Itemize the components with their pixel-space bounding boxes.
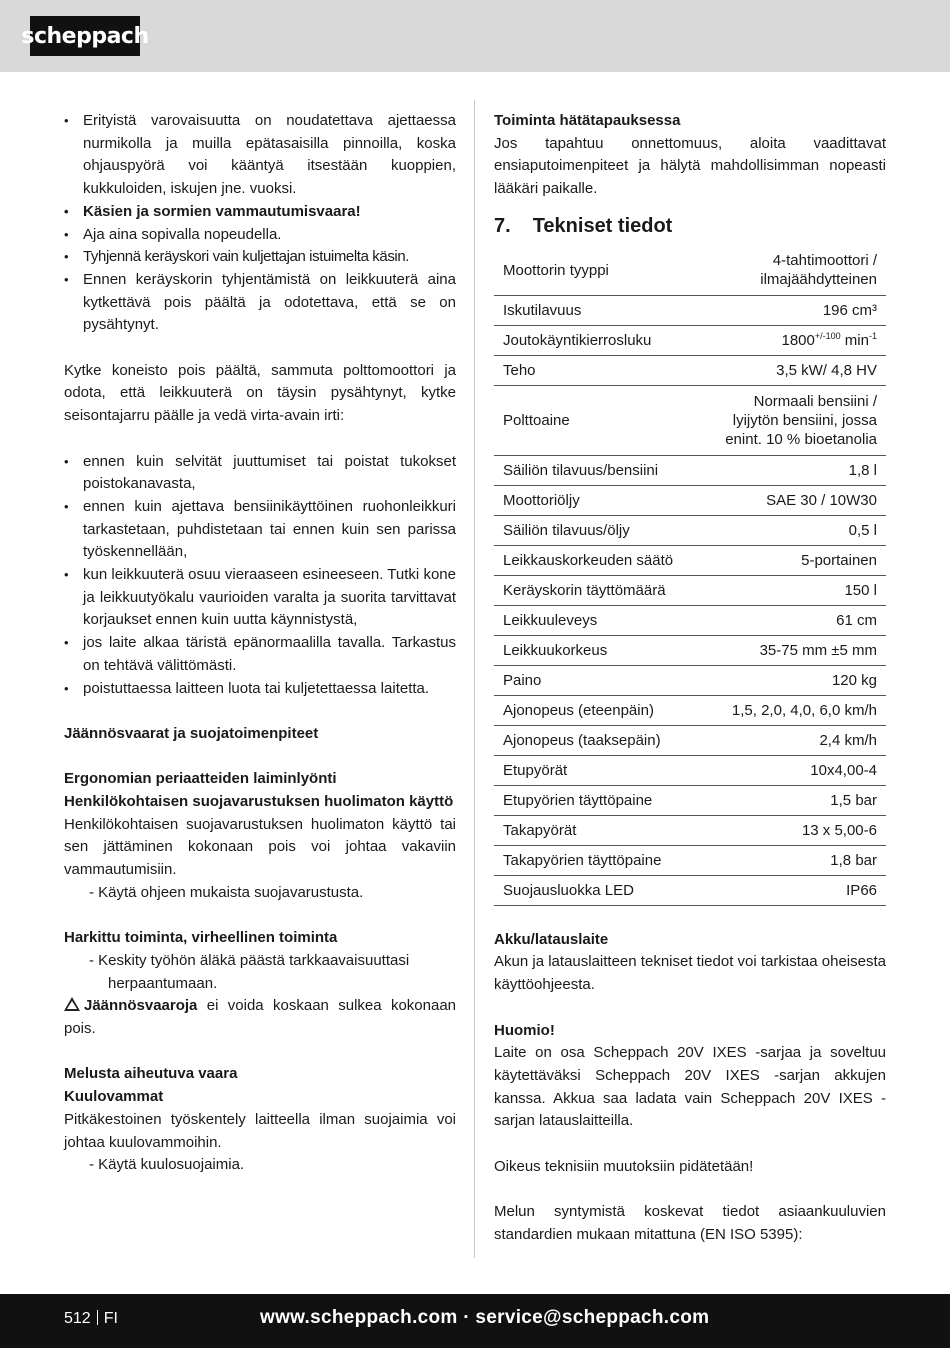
spec-label: Ajonopeus (eteenpäin)	[494, 696, 696, 726]
language-code: FI	[103, 1310, 118, 1327]
spec-value	[696, 326, 886, 356]
hearing-heading: Kuulovammat	[64, 1088, 164, 1106]
spec-value: 3,5 kW/ 4,8 HV	[696, 356, 886, 386]
residual-statement	[64, 995, 456, 1040]
spec-label: Teho	[494, 356, 696, 386]
list-item: • ennen kuin selvität juuttumiset tai poistat tukokset poistokanavasta,	[64, 451, 456, 496]
list-item: • jos laite alkaa täristä epänormaalilla tavalla. Tarkastus on tehtävä välittömästi.	[64, 632, 456, 677]
spec-value: Normaali bensiini / lyijytön bensiini, jossa enint. 10 % bioetanolia	[696, 386, 886, 456]
ergonomics-heading: Ergonomian periaatteiden laiminlyönti	[64, 770, 337, 788]
safety-bullets-1	[64, 110, 456, 337]
footer-bar	[0, 1294, 950, 1348]
noise-heading: Melusta aiheutuva vaara	[64, 1065, 238, 1083]
table-row	[494, 516, 886, 546]
column-divider	[474, 100, 475, 1258]
battery-heading: Akku/latauslaite	[494, 930, 609, 948]
spec-value: 13 x 5,00-6	[696, 816, 886, 846]
spec-label: Takapyörien täyttöpaine	[494, 846, 696, 876]
noise-emission-text: Melun syntymistä koskevat tiedot asiaankuuluvien standardien mukaan mitattuna (EN ISO 5395):	[494, 1203, 886, 1243]
table-row	[494, 296, 886, 326]
shutdown-paragraph: Kytke koneisto pois päältä, sammuta polttomoottori ja odota, että leikkuuterä on täysin pysähtynyt, kytke seisontajarru päälle ja vedä virta-avain irti:	[64, 361, 456, 425]
list-item: • ennen kuin ajettava bensiinikäyttöinen ruohonleikkuri tarkastetaan, puhdistetaan tai ennen kuin sen parissa työskennellään,	[64, 496, 456, 564]
spec-value: 35-75 mm ±5 mm	[696, 636, 886, 666]
spec-value: IP66	[696, 876, 886, 906]
list-item: • kun leikkuuterä osuu vieraaseen esineeseen. Tutki kone ja leikkuutyökalu vaurioiden varalta ja suorita tarvittavat korjaukset ennen kuin uutta käynnistystä,	[64, 564, 456, 632]
table-row	[494, 846, 886, 876]
warning-icon	[64, 997, 80, 1011]
spec-label: Moottorin tyyppi	[494, 246, 696, 296]
emergency-text: Jos tapahtuu onnettomuus, aloita vaadittavat ensiaputoimenpiteet ja hälytä mahdollisimman nopeasti lääkäri paikalle.	[494, 134, 886, 198]
hearing-text: Pitkäkestoinen työskentely laitteella ilman suojaimia voi johtaa kuulovammoihin.	[64, 1110, 456, 1151]
list-item: • Aja aina sopivalla nopeudella.	[64, 224, 456, 247]
section-number: 7.	[494, 214, 511, 237]
spec-label: Iskutilavuus	[494, 296, 696, 326]
spec-value: SAE 30 / 10W30	[696, 486, 886, 516]
table-row	[494, 486, 886, 516]
table-row	[494, 726, 886, 756]
table-row	[494, 756, 886, 786]
spec-value: 1,5 bar	[696, 786, 886, 816]
spec-value: 1,5, 2,0, 4,0, 6,0 km/h	[696, 696, 886, 726]
misuse-instruction: - Keskity työhön äläkä päästä tarkkaavaisuuttasi	[89, 951, 410, 969]
table-row	[494, 456, 886, 486]
spec-label: Polttoaine	[494, 386, 696, 456]
residual-bold: Jäännösvaaroja	[84, 997, 198, 1015]
spec-label: Takapyörät	[494, 816, 696, 846]
spec-value: 2,4 km/h	[696, 726, 886, 756]
spec-value: 4-tahtimoottori / ilmajäähdytteinen	[696, 246, 886, 296]
spec-label: Leikkuuleveys	[494, 606, 696, 636]
note-text: Laite on osa Scheppach 20V IXES -sarjaa ja soveltuu käytettäväksi Scheppach 20V IXES -sarjan akkujen kanssa. Akkua saa ladata vain Scheppach 20V IXES -sarjan latauslaitteilla.	[494, 1044, 886, 1130]
list-item: • poistuttaessa laitteen luota tai kuljetettaessa laitetta.	[64, 678, 456, 701]
spec-label: Etupyörät	[494, 756, 696, 786]
idle-speed-unit-exp: -1	[868, 331, 877, 342]
rights-text: Oikeus teknisiin muutoksiin pidätetään!	[494, 1157, 754, 1175]
spec-label: Keräyskorin täyttömäärä	[494, 576, 696, 606]
spec-label: Paino	[494, 666, 696, 696]
spec-label: Moottoriöljy	[494, 486, 696, 516]
specs-table	[494, 246, 886, 907]
scheppach-logo: scheppach	[30, 16, 140, 56]
spec-value: 150 l	[696, 576, 886, 606]
table-row	[494, 696, 886, 726]
table-row	[494, 356, 886, 386]
spec-label: Leikkauskorkeuden säätö	[494, 546, 696, 576]
spec-value: 120 kg	[696, 666, 886, 696]
spec-value: 5-portainen	[696, 546, 886, 576]
table-row	[494, 876, 886, 906]
right-column	[494, 110, 886, 1247]
table-row	[494, 546, 886, 576]
hearing-instruction: - Käytä kuulosuojaimia.	[89, 1156, 245, 1174]
spec-value: 10x4,00-4	[696, 756, 886, 786]
table-row	[494, 786, 886, 816]
misuse-heading: Harkittu toiminta, virheellinen toiminta	[64, 929, 338, 947]
spec-value: 61 cm	[696, 606, 886, 636]
idle-speed-tolerance: +/-100	[814, 331, 841, 342]
page-separator	[97, 1310, 98, 1325]
residual-rest: ei voida koskaan sulkea kokonaan pois.	[64, 997, 456, 1038]
ppe-heading: Henkilökohtaisen suojavarustuksen huolimaton käyttö	[64, 793, 454, 811]
section-title	[494, 215, 886, 238]
spec-value: 1,8 l	[696, 456, 886, 486]
misuse-instruction-cont: herpaantumaan.	[108, 974, 218, 992]
idle-speed-value: 1800	[781, 332, 815, 350]
note-heading: Huomio!	[494, 1021, 555, 1039]
spec-label: Suojausluokka LED	[494, 876, 696, 906]
page-number: 512	[64, 1310, 91, 1327]
table-row	[494, 576, 886, 606]
residual-risks-heading: Jäännösvaarat ja suojatoimenpiteet	[64, 724, 319, 742]
table-row	[494, 606, 886, 636]
header-bar	[0, 0, 950, 72]
table-row	[494, 666, 886, 696]
battery-text: Akun ja latauslaitteen tekniset tiedot voi tarkistaa oheisesta käyttöohjeesta.	[494, 953, 886, 994]
spec-value: 1,8 bar	[696, 846, 886, 876]
table-row	[494, 326, 886, 356]
list-item: • Ennen keräyskorin tyhjentämistä on leikkuuterä aina kytkettävä pois päältä ja odotettava, että se on pysähtynyt.	[64, 269, 456, 337]
list-item: • Käsien ja sormien vammautumisvaara!	[64, 201, 456, 224]
section-name: Tekniset tiedot	[532, 214, 673, 237]
spec-label: Ajonopeus (taaksepäin)	[494, 726, 696, 756]
spec-label: Säiliön tilavuus/öljy	[494, 516, 696, 546]
emergency-heading: Toiminta hätätapauksessa	[494, 112, 681, 129]
spec-value: 0,5 l	[696, 516, 886, 546]
left-column	[64, 110, 456, 1177]
table-row	[494, 816, 886, 846]
safety-bullets-2	[64, 451, 456, 701]
ppe-instruction: - Käytä ohjeen mukaista suojavarustusta.	[89, 883, 364, 901]
list-item: • Erityistä varovaisuutta on noudatettava ajettaessa nurmikolla ja muilla epätasaisilla pinnoilla, koska ohjauspyörä voi kääntyä itsestään kuoppien, kukkuloiden, iskujen jne. vuoksi.	[64, 110, 456, 201]
ppe-text: Henkilökohtaisen suojavarustuksen huolimaton käyttö tai sen jättäminen kokonaan pois voi johtaa vakaviin vammautumisiin.	[64, 815, 456, 879]
spec-label: Säiliön tilavuus/bensiini	[494, 456, 696, 486]
spec-label: Etupyörien täyttöpaine	[494, 786, 696, 816]
spec-label: Joutokäyntikierrosluku	[494, 326, 696, 356]
spec-label: Leikkuukorkeus	[494, 636, 696, 666]
table-row	[494, 386, 886, 456]
page-indicator	[64, 1310, 118, 1328]
spec-value: 196 cm³	[696, 296, 886, 326]
list-item: • Tyhjennä keräyskori vain kuljettajan istuimelta käsin.	[64, 246, 456, 269]
footer-website[interactable]: www.scheppach.com · service@scheppach.com	[260, 1307, 710, 1328]
table-row	[494, 636, 886, 666]
idle-speed-unit: min	[840, 332, 869, 350]
table-row	[494, 246, 886, 296]
